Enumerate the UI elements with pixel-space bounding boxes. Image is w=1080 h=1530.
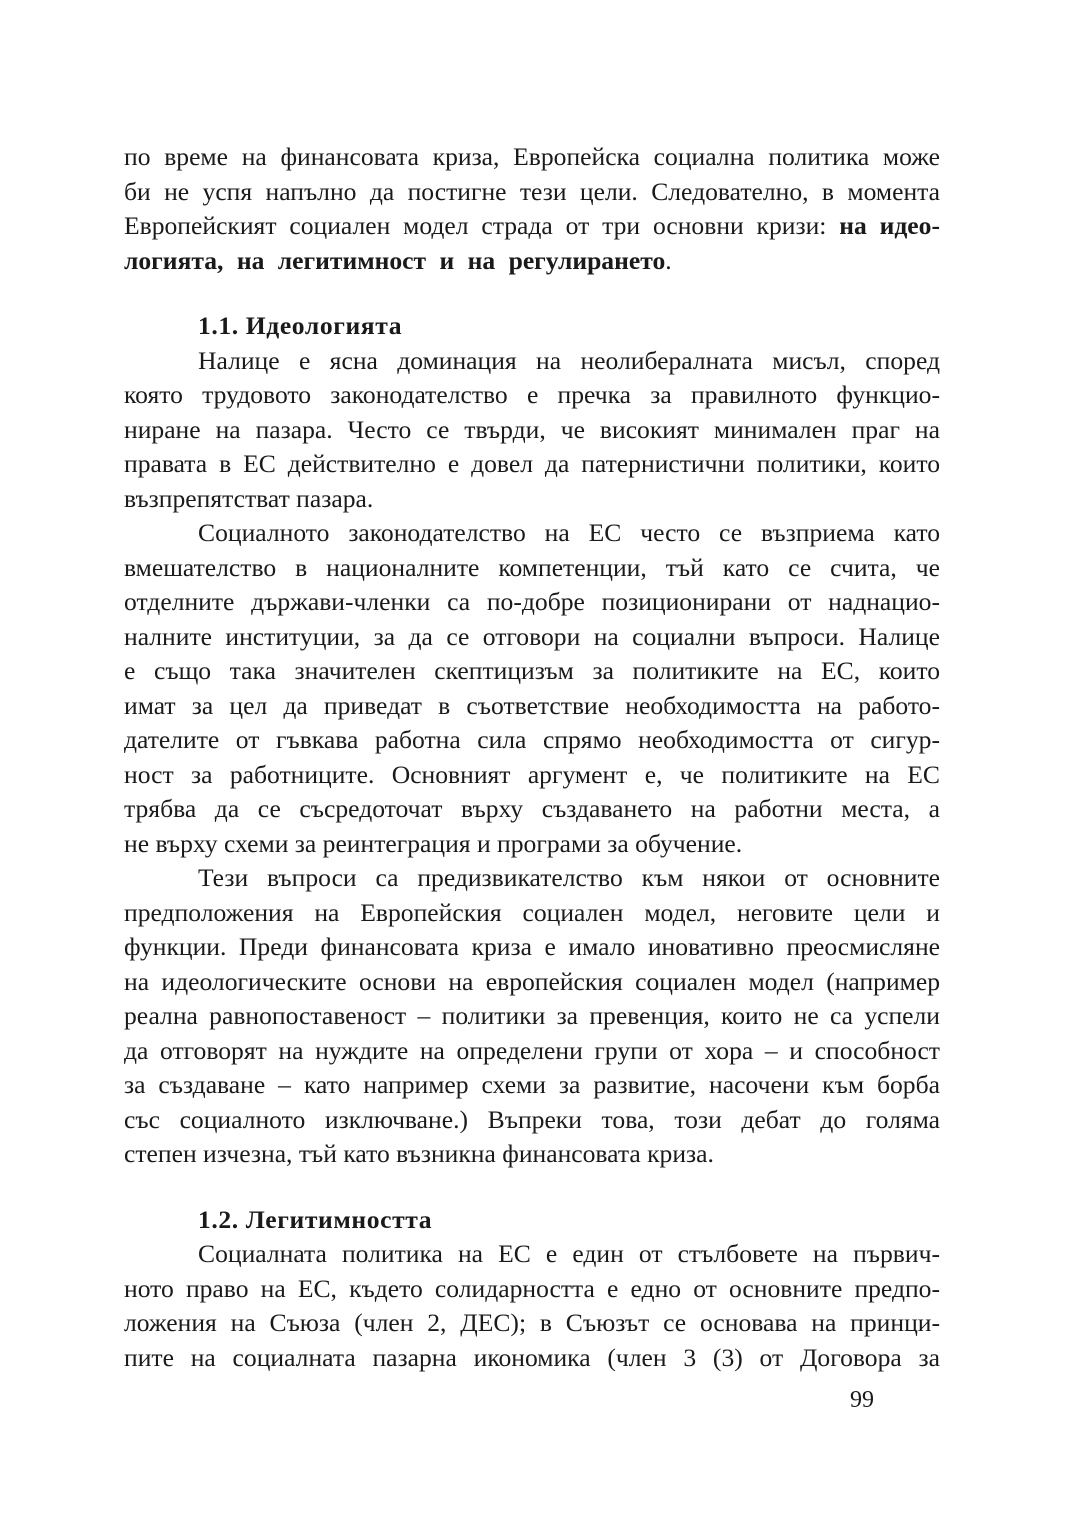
section-heading-legitimacy: 1.2. Легитимността — [198, 1204, 433, 1234]
intro-bold-text: на идео- — [839, 211, 940, 240]
page-number: 99 — [850, 1387, 874, 1413]
paragraph-line: предположения на Европейския социален модел, неговите цели и — [124, 897, 940, 927]
paragraph-line: функции. Преди финансовата криза е имало иновативно преосмисляне — [124, 932, 940, 961]
paragraph-line: ниране на пазара. Често се твърди, че високият минимален праг на — [124, 414, 940, 444]
paragraph-line: трябва да се съсредоточат върху създаването на работни места, а — [124, 794, 940, 823]
paragraph-line: на идеологическите основи на европейския социален модел (например — [124, 966, 940, 996]
paragraph-line: степен изчезна, тъй като възникна финансовата криза. — [124, 1139, 714, 1168]
paragraph-line: за създаване – като например схеми за развитие, насочени към борба — [124, 1070, 940, 1099]
paragraph-line: да отговорят на нуждите на определени групи от хора – и способност — [124, 1035, 940, 1065]
paragraph-line: ложения на Съюза (член 2, ДЕС); в Съюзът се основава на принци- — [124, 1308, 940, 1337]
paragraph-line: със социалното изключване.) Въпреки това, този дебат до голяма — [124, 1104, 940, 1134]
paragraph — [124, 344, 940, 517]
page-body — [124, 140, 940, 1375]
paragraph-line: Социалната политика на ЕС е един от стълбовете на първич- — [198, 1239, 940, 1268]
paragraph-line: която трудовото законодателство е пречка за правилното функцио- — [124, 380, 940, 409]
intro-line — [124, 209, 940, 244]
paragraph-line: отделните държави-членки са по-добре позиционирани от наднацио- — [124, 587, 940, 616]
section-heading-ideology: 1.1. Идеологията — [198, 311, 403, 340]
paragraph-line: Социалното законодателство на ЕС често се възприема като — [198, 518, 940, 547]
paragraph-line: имат за цел да приведат в съответствие необходимостта на работо- — [124, 690, 940, 720]
intro-text: Европейският социален модел страда от три основни кризи: — [124, 211, 840, 240]
paragraph — [124, 1237, 940, 1375]
section-gap — [124, 1172, 940, 1203]
paragraph-line: налните институции, за да се отговори на социални въпроси. Налице — [124, 621, 940, 651]
paragraph — [124, 516, 940, 861]
paragraph-line: ното право на ЕС, където солидарността е едно от основните предпо- — [124, 1273, 940, 1303]
paragraph-line: Тези въпроси са предизвикателство към някои от основните — [198, 863, 940, 892]
paragraph-line: не върху схеми за реинтеграция и програми за обучение. — [124, 828, 743, 858]
paragraph-line: възпрепятстват пазара. — [124, 483, 374, 513]
paragraph — [124, 861, 940, 1172]
paragraph-line: реална равнопоставеност – политики за превенция, които не са успели — [124, 1001, 940, 1030]
paragraph-line: вмешателство в националните компетенции, тъй като се счита, че — [124, 552, 940, 582]
paragraph-line: ност за работниците. Основният аргумент е, че политиките на ЕС — [124, 759, 940, 789]
intro-line — [124, 244, 940, 279]
paragraph-line: правата в ЕС действително е довел да патернистични политики, които — [124, 449, 940, 478]
intro-line: по време на финансовата криза, Европейска социална политика може — [124, 142, 940, 171]
intro-text: . — [665, 245, 672, 275]
paragraph-line: Налице е ясна доминация на неолибералната мисъл, според — [198, 345, 940, 375]
paragraph-line: пите на социалната пазарна икономика (член 3 (3) от Договора за — [124, 1342, 940, 1372]
intro-bold-text: логията, на легитимност и на регулирането — [124, 245, 666, 275]
intro-line: би не успя напълно да постигне тези цели. Следователно, в момента — [124, 176, 940, 206]
paragraph-line: дателите от гъвкава работна сила спрямо необходимостта от сигур- — [124, 725, 940, 754]
section-gap — [124, 278, 940, 309]
paragraph-line: е също така значителен скептицизъм за политиките на ЕС, които — [124, 656, 940, 685]
